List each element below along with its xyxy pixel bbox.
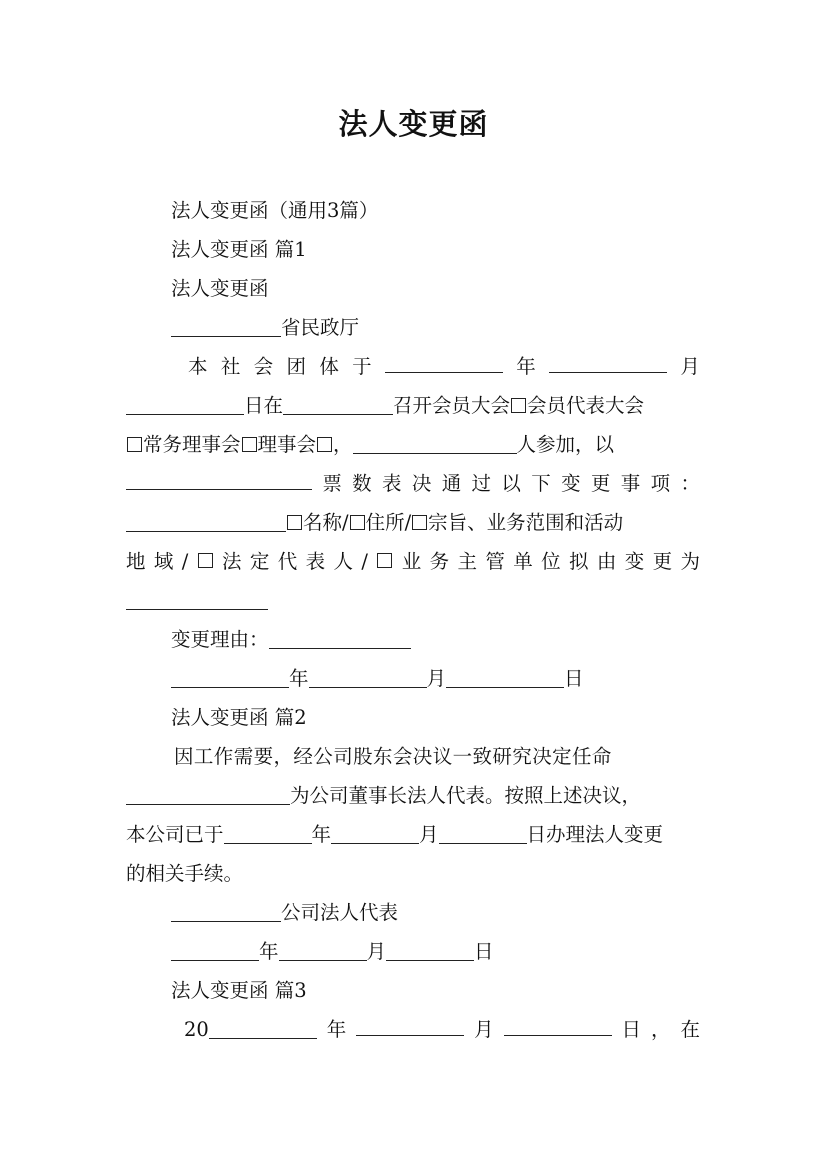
section-heading-1: 法人变更函 篇1 xyxy=(171,238,307,261)
checkbox-icon[interactable] xyxy=(377,553,392,568)
p3-line-1: 20 年 月 日 ， 在 xyxy=(126,1015,700,1045)
intro-line: 法人变更函（通用3篇） xyxy=(171,199,379,222)
reason-line xyxy=(126,625,700,655)
document-title: 法人变更函 xyxy=(338,107,489,141)
section-heading-2: 法人变更函 篇2 xyxy=(171,706,307,729)
signature-line: 公司法人代表 xyxy=(126,898,700,928)
checkbox-icon[interactable] xyxy=(511,398,526,413)
blank-field xyxy=(356,1015,464,1036)
blank-field xyxy=(353,433,517,454)
blank-field xyxy=(171,667,289,688)
letter-heading-1: 法人变更函 xyxy=(171,277,269,300)
checkbox-icon[interactable] xyxy=(242,437,257,452)
blank-field xyxy=(126,511,286,532)
reason-label: 变更理由： xyxy=(171,628,269,651)
checkbox-icon[interactable] xyxy=(317,437,332,452)
blank-field xyxy=(126,469,312,490)
checkbox-icon[interactable] xyxy=(350,515,365,530)
blank-field xyxy=(209,1018,317,1039)
p2-line-3: 本公司已于 年 月 日办理法人变更 xyxy=(126,823,664,846)
blank-field xyxy=(331,823,419,844)
p1-line-7 xyxy=(126,586,700,616)
blank-field xyxy=(269,628,411,649)
blank-field xyxy=(224,823,312,844)
checkbox-icon[interactable] xyxy=(127,437,142,452)
blank-field xyxy=(126,394,244,415)
blank-field xyxy=(309,667,427,688)
checkbox-icon[interactable] xyxy=(412,515,427,530)
date-line-1: 年 月 日 xyxy=(126,664,700,694)
p2-line-2: 为公司董事长法人代表。按照上述决议， xyxy=(126,781,700,811)
p1-line-2: 日在 召开会员大会 会员代表大会 xyxy=(126,391,700,421)
blank-field xyxy=(283,394,393,415)
p2-line-4: 的相关手续。 xyxy=(126,862,244,885)
p1-line-6: 地 域 / 法 定 代 表 人 / 业 务 主 管 单 位 拟 由 变 更 为 xyxy=(126,550,700,573)
blank-field xyxy=(171,901,281,922)
date-line-2: 年 月 日 xyxy=(126,937,700,967)
p1-line-3: 常务理事会 理事会 ， 人参加，以 xyxy=(126,430,700,460)
p1-line-5: 名称/ 住所/ 宗旨、业务范围和活动 xyxy=(126,508,700,538)
blank-field xyxy=(386,940,474,961)
p1-line-4: 票 数 表 决 通 过 以 下 变 更 事 项 ： xyxy=(126,469,700,499)
blank-field xyxy=(126,589,268,610)
blank-field xyxy=(439,823,527,844)
blank-field xyxy=(549,352,667,373)
blank-field xyxy=(126,784,290,805)
checkbox-icon[interactable] xyxy=(287,515,302,530)
blank-field xyxy=(279,940,367,961)
checkbox-icon[interactable] xyxy=(198,553,213,568)
blank-field xyxy=(171,316,281,337)
p2-line-1: 因工作需要，经公司股东会决议一致研究决定任命 xyxy=(174,745,612,768)
blank-field xyxy=(446,667,564,688)
section-heading-3: 法人变更函 篇3 xyxy=(171,979,307,1002)
recipient-dept: 省民政厅 xyxy=(281,316,360,339)
blank-field xyxy=(171,940,259,961)
recipient-line xyxy=(126,313,700,343)
blank-field xyxy=(385,352,503,373)
blank-field xyxy=(504,1015,612,1036)
p1-line-1: 本 社 会 团 体 于 年 月 xyxy=(126,352,700,382)
